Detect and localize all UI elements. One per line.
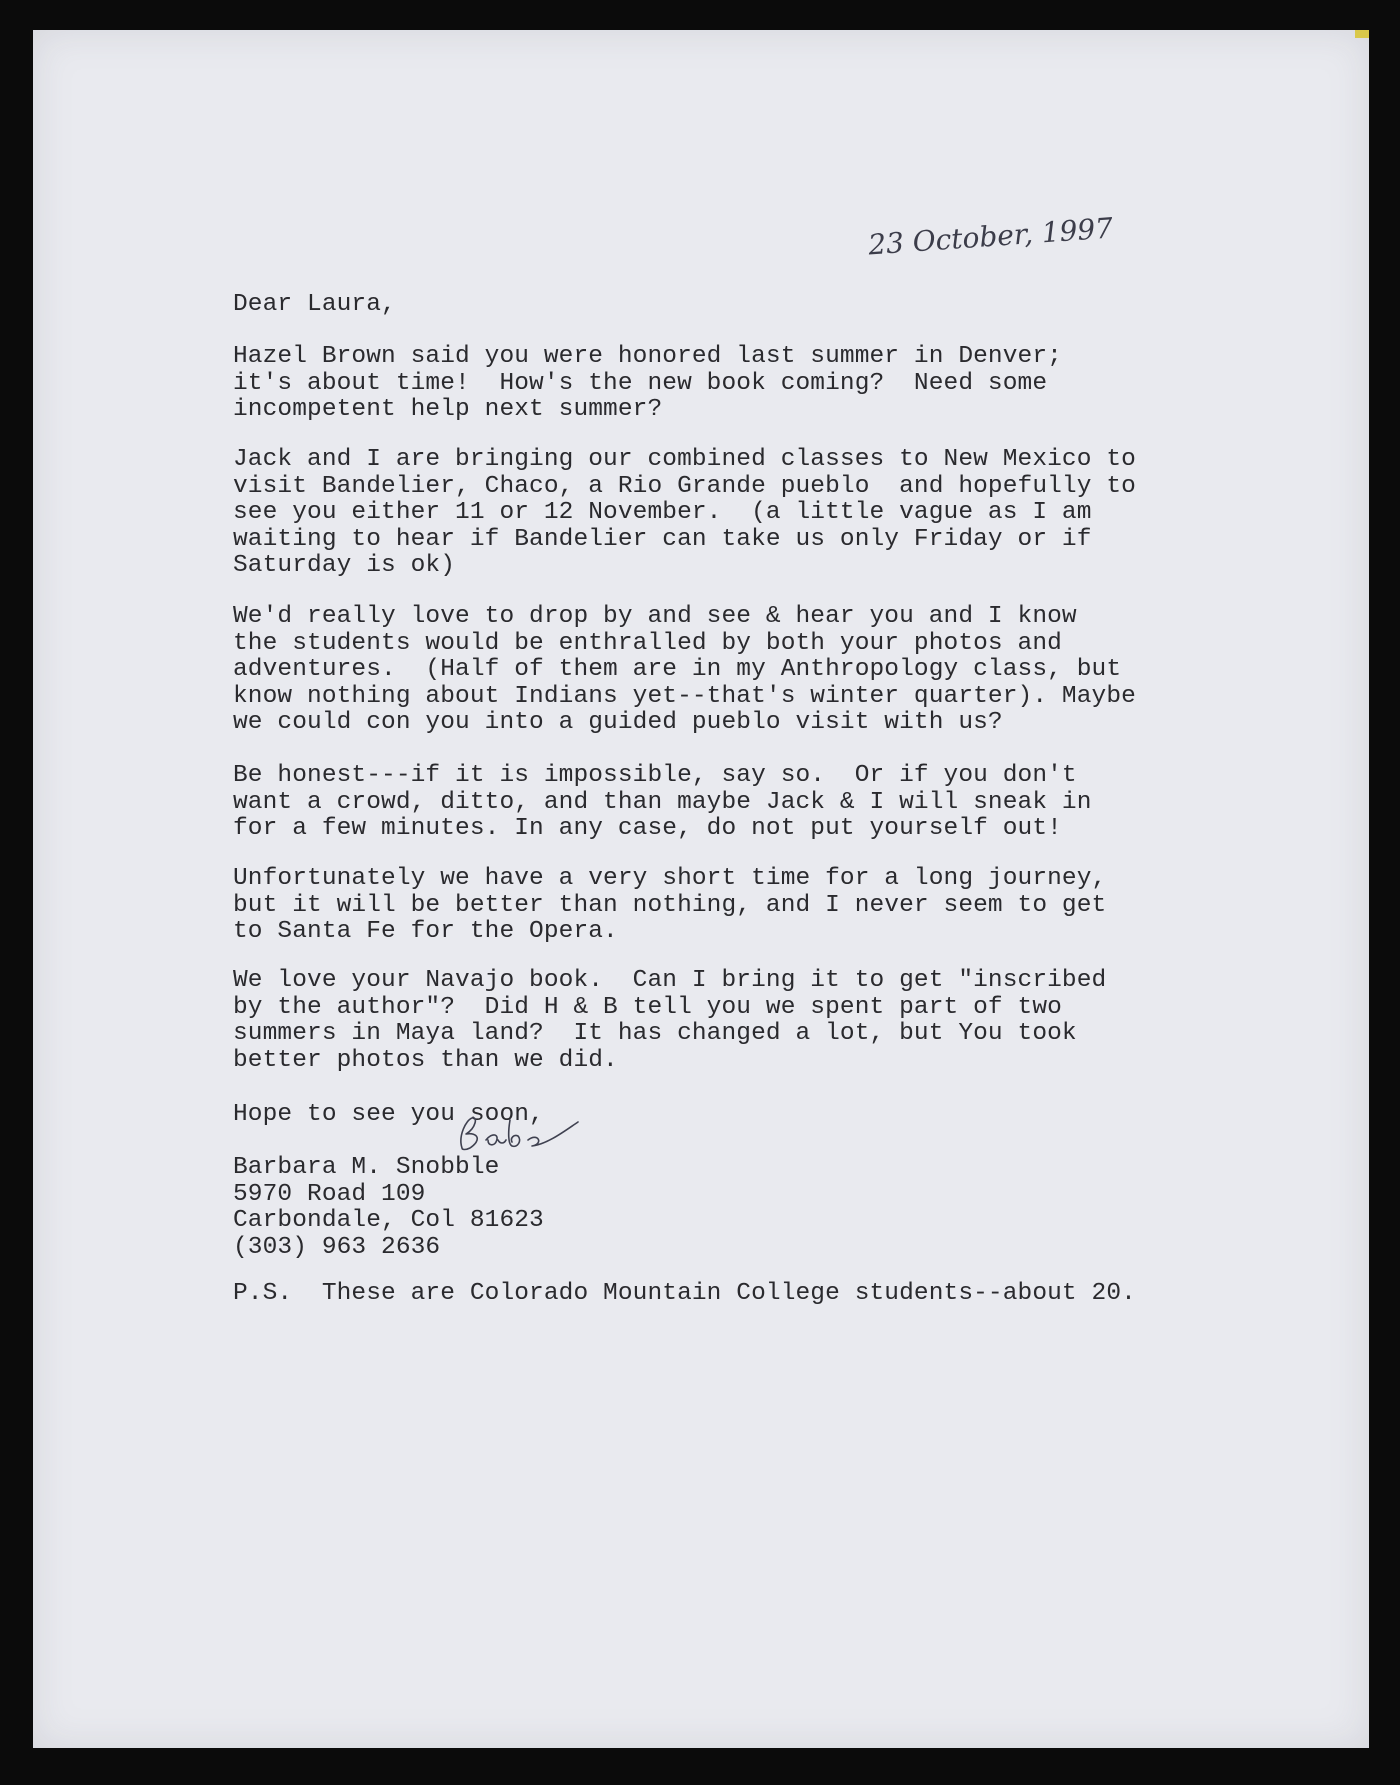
postscript: P.S. These are Colorado Mountain College students--about 20. [233, 1280, 1136, 1307]
paragraph-1: Hazel Brown said you were honored last summer in Denver; it's about time! How's the new book coming? Need some incompetent help next summer? [233, 343, 1062, 424]
closing-line: Hope to see you soon, [233, 1101, 544, 1128]
paragraph-4: Be honest---if it is impossible, say so. Or if you don't want a crowd, ditto, and than maybe Jack & I will sneak in for a few minutes. In any case, do not put yourself out! [233, 762, 1092, 843]
paragraph-3: We'd really love to drop by and see & hear you and I know the students would be enthralled by both your photos and adventures. (Half of them are in my Anthropology class, but know nothing about Indians yet--that's winter quarter). Maybe we could con you into a guided pueblo visit with us? [233, 603, 1136, 737]
handwritten-signature [448, 1110, 584, 1158]
paragraph-5: Unfortunately we have a very short time for a long journey, but it will be better than nothing, and I never seem to get to Santa Fe for the Opera. [233, 865, 1107, 946]
sender-address-block: Barbara M. Snobble 5970 Road 109 Carbondale, Col 81623 (303) 963 2636 [233, 1154, 544, 1261]
paper-corner-mark [1355, 30, 1369, 38]
handwritten-date: 23 October, 1997 [867, 211, 1114, 262]
salutation: Dear Laura, [233, 291, 396, 318]
paragraph-6: We love your Navajo book. Can I bring it to get "inscribed by the author"? Did H & B tell you we spent part of two summers in Maya land? It has changed a lot, but You took better photos than we did. [233, 967, 1107, 1074]
paragraph-2: Jack and I are bringing our combined classes to New Mexico to visit Bandelier, Chaco, a Rio Grande pueblo and hopefully to see you either 11 or 12 November. (a little vague as I am waiting to hear if Bandelier can take us only Friday or if Saturday is ok) [233, 446, 1136, 580]
